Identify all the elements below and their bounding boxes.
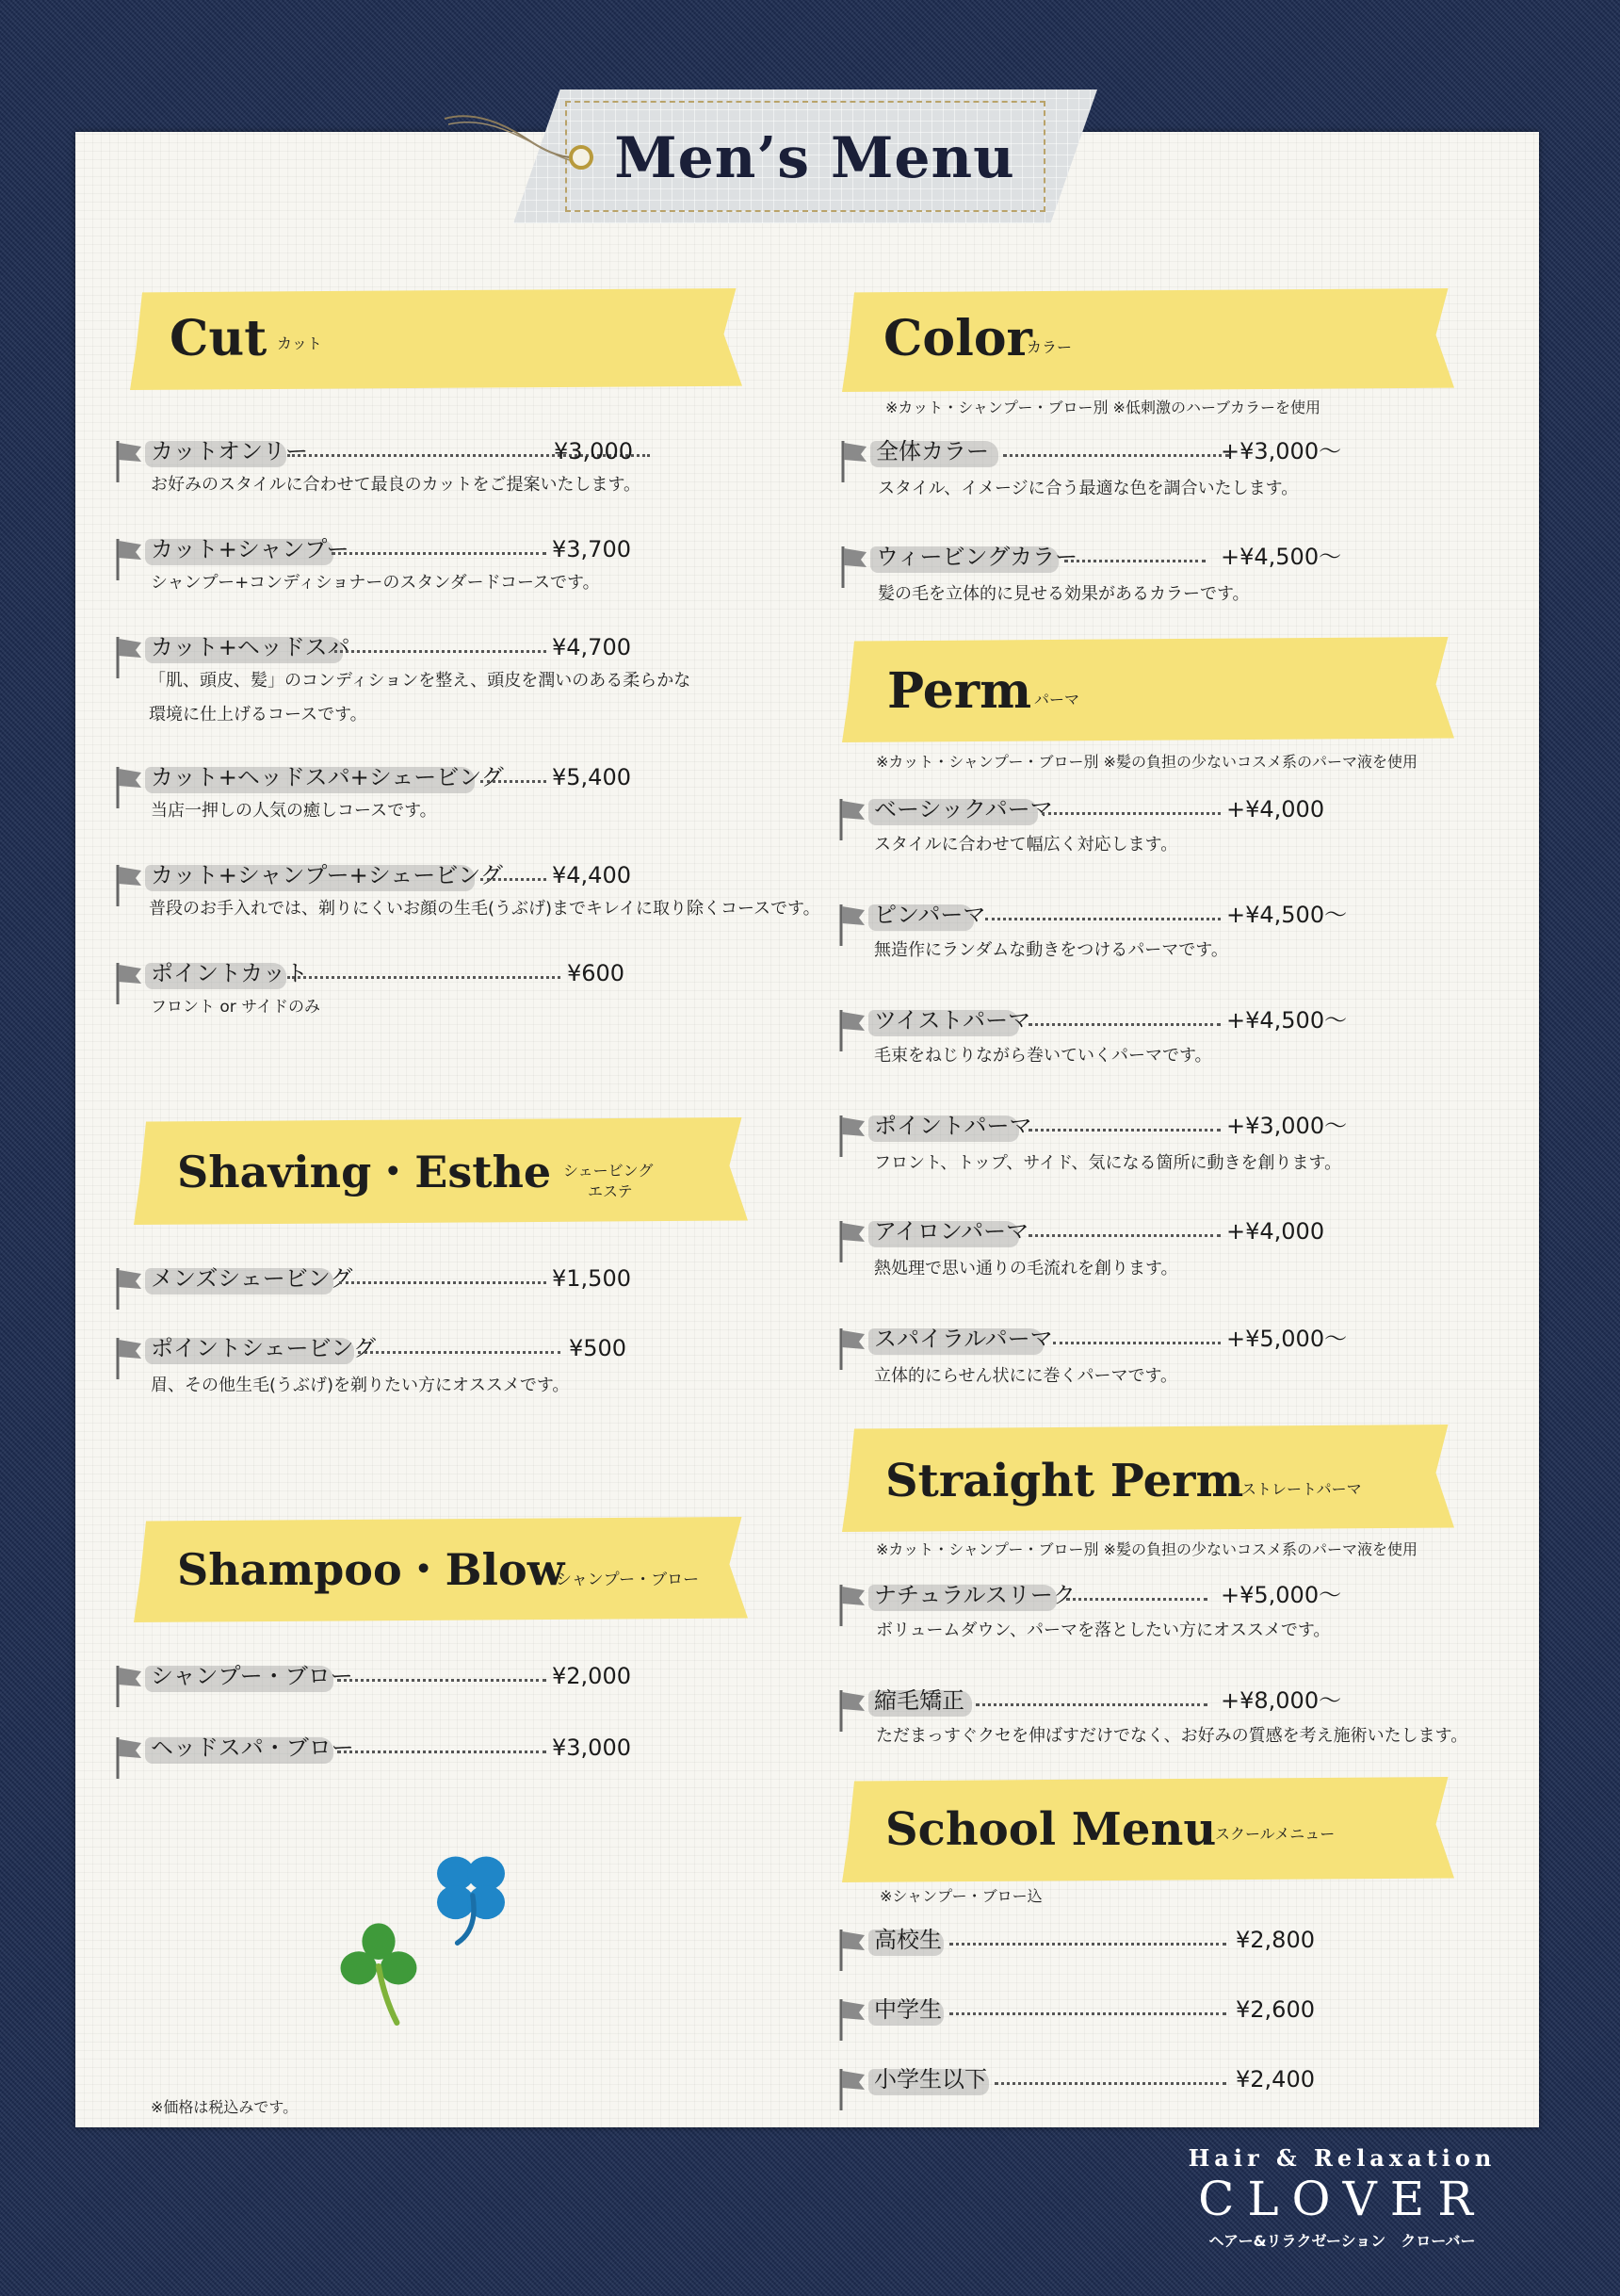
- item-leader: [995, 2082, 1226, 2085]
- item-price: ¥3,700: [552, 536, 631, 562]
- item-description: 立体的にらせん状にに巻くパーマです。: [874, 1366, 1178, 1386]
- item-description: 髪の毛を立体的に見せる効果があるカラーです。: [878, 584, 1250, 604]
- item-price: ¥3,000: [554, 438, 633, 464]
- item-leader: [480, 780, 546, 783]
- item-description: 毛束をねじりながら巻いていくパーマです。: [874, 1046, 1212, 1066]
- menu-item: [113, 957, 640, 989]
- item-name: ベーシックパーマ: [874, 796, 1053, 822]
- menu-item: [113, 631, 640, 663]
- menu-item: [836, 1110, 1364, 1142]
- item-name: ポイントシェービング: [151, 1335, 377, 1361]
- item-name: ヘッドスパ・ブロー: [151, 1734, 354, 1761]
- flag-icon: [113, 633, 145, 680]
- brand-logo-name: CLOVER: [1198, 2172, 1486, 2226]
- tax-note: ※価格は税込みです。: [151, 2098, 299, 2116]
- perm-subtitle: パーマ: [1034, 691, 1080, 708]
- item-description: 「肌、頭皮、髪」のコンディションを整え、頭皮を潤いのある柔らかな: [149, 671, 691, 691]
- item-name: 中学生: [874, 1996, 942, 2023]
- item-name: ナチュラルスリーク: [874, 1582, 1076, 1608]
- flag-icon: [836, 1112, 868, 1159]
- school-menu-note: ※シャンプー・ブロー込: [880, 1887, 1043, 1905]
- perm-title: Perm: [887, 662, 1032, 720]
- menu-item: [113, 533, 640, 565]
- menu-item: [838, 541, 1366, 573]
- item-price: +¥4,500〜: [1226, 1007, 1348, 1034]
- item-name: 縮毛矯正: [874, 1687, 964, 1714]
- item-name: ツイストパーマ: [874, 1007, 1031, 1034]
- item-description: 当店一押しの人気の癒しコースです。: [151, 801, 437, 821]
- item-price: ¥2,800: [1236, 1927, 1315, 1953]
- shaving-subtitle-2: エステ: [588, 1182, 633, 1200]
- item-name: 高校生: [874, 1927, 942, 1953]
- item-leader: [1029, 1129, 1221, 1132]
- menu-item: [113, 1660, 640, 1692]
- item-name: ピンパーマ: [874, 902, 986, 928]
- item-leader: [1029, 1023, 1221, 1026]
- item-description: ただまっすぐクセを伸ばすだけでなく、お好みの質感を考え施術いたします。: [876, 1726, 1468, 1746]
- menu-item: [836, 1004, 1364, 1036]
- flag-icon: [113, 535, 145, 582]
- item-description: 無造作にランダムな動きをつけるパーマです。: [874, 940, 1228, 960]
- straight-perm-title: Straight Perm: [885, 1455, 1244, 1507]
- flag-icon: [113, 1734, 145, 1781]
- cut-title: Cut: [170, 310, 267, 367]
- item-name: アイロンパーマ: [874, 1218, 1029, 1245]
- item-name: カット+ヘッドスパ+シェービング: [151, 764, 504, 790]
- color-title: Color: [883, 310, 1032, 367]
- flag-icon: [113, 959, 145, 1006]
- shampoo-subtitle: シャンプー・ブロー: [556, 1571, 700, 1589]
- item-leader: [337, 1750, 546, 1753]
- menu-item: [113, 761, 640, 793]
- school-menu-title: School Menu: [885, 1803, 1217, 1856]
- item-name: カット+シャンプー+シェービング: [151, 862, 503, 888]
- item-name: 小学生以下: [874, 2066, 987, 2092]
- flag-icon: [836, 1325, 868, 1372]
- item-description: 熱処理で思い通りの毛流れを創ります。: [874, 1259, 1178, 1278]
- shaving-title: Shaving・Esthe: [177, 1147, 552, 1197]
- item-price: +¥8,000〜: [1221, 1687, 1342, 1714]
- item-leader: [976, 1703, 1207, 1706]
- item-price: ¥1,500: [552, 1265, 631, 1292]
- flag-icon: [836, 1581, 868, 1628]
- item-price: ¥4,700: [552, 634, 631, 660]
- item-price: +¥3,000〜: [1221, 438, 1342, 464]
- item-price: +¥4,500〜: [1221, 544, 1342, 570]
- flag-icon: [836, 1006, 868, 1053]
- item-description: シャンプー+コンディショナーのスタンダードコースです。: [151, 573, 600, 593]
- item-description: フロント、トップ、サイド、気になる箇所に動きを創ります。: [874, 1153, 1342, 1173]
- item-name: ウィービングカラー: [876, 544, 1078, 570]
- straight-perm-note: ※カット・シャンプー・ブロー別 ※髪の負担の少ないコスメ系のパーマ液を使用: [876, 1540, 1418, 1558]
- flag-icon: [836, 1995, 868, 2043]
- item-price: +¥3,000〜: [1226, 1113, 1348, 1139]
- menu-item: [836, 793, 1364, 825]
- item-leader: [287, 976, 560, 979]
- clover-icon: [337, 1918, 420, 2029]
- item-description-cont: 環境に仕上げるコースです。: [149, 705, 367, 725]
- cut-subtitle: カット: [277, 334, 322, 352]
- item-description: フロント or サイドのみ: [151, 998, 321, 1017]
- menu-item: [113, 1332, 640, 1364]
- item-price: +¥4,500〜: [1226, 902, 1348, 928]
- item-leader: [358, 1351, 560, 1354]
- item-leader: [1029, 1234, 1221, 1237]
- item-name: カットオンリー: [151, 438, 309, 464]
- flag-icon: [113, 437, 145, 484]
- flag-icon: [836, 2065, 868, 2112]
- item-price: ¥5,400: [552, 764, 631, 790]
- item-description: 眉、その他生毛(うぶげ)を剃りたい方にオススメです。: [151, 1376, 570, 1395]
- item-leader: [1003, 454, 1229, 457]
- item-name: ポイントカット: [151, 960, 309, 986]
- item-name: スパイラルパーマ: [874, 1326, 1053, 1352]
- flag-icon: [838, 437, 870, 484]
- item-name: カット+シャンプー: [151, 536, 349, 562]
- brand-logo-tagline: Hair & Relaxation: [1188, 2144, 1497, 2172]
- flag-icon: [113, 861, 145, 908]
- item-description: ボリュームダウン、パーマを落としたい方にオススメです。: [876, 1620, 1331, 1640]
- item-name: 全体カラー: [876, 438, 989, 464]
- item-leader: [949, 2012, 1226, 2015]
- flag-icon: [113, 1662, 145, 1709]
- menu-item: [113, 1262, 640, 1295]
- straight-perm-subtitle: ストレートパーマ: [1241, 1480, 1362, 1498]
- item-price: +¥5,000〜: [1226, 1326, 1348, 1352]
- menu-item: [113, 435, 640, 467]
- item-leader: [480, 878, 546, 881]
- shaving-subtitle: シェービング: [563, 1162, 654, 1180]
- item-price: ¥2,400: [1236, 2066, 1315, 2092]
- menu-item: [836, 1215, 1364, 1247]
- item-leader: [1064, 560, 1206, 562]
- menu-item: [836, 2063, 1364, 2095]
- item-description: 普段のお手入れでは、剃りにくいお顔の生毛(うぶげ)までキレイに取り除くコースです。: [149, 899, 820, 919]
- item-price: ¥4,400: [552, 862, 631, 888]
- flag-icon: [113, 1264, 145, 1311]
- item-description: スタイルに合わせて幅広く対応します。: [874, 835, 1178, 855]
- menu-item: [113, 859, 640, 891]
- item-price: ¥600: [567, 960, 625, 986]
- color-note: ※カット・シャンプー・ブロー別 ※低刺激のハーブカラーを使用: [885, 399, 1320, 416]
- menu-item: [836, 899, 1364, 931]
- menu-item: [836, 1994, 1364, 2026]
- menu-item: [838, 435, 1366, 467]
- item-leader: [949, 1943, 1226, 1946]
- item-price: ¥2,600: [1236, 1996, 1315, 2023]
- flag-icon: [836, 1926, 868, 1973]
- flag-icon: [836, 1217, 868, 1264]
- item-price: ¥3,000: [552, 1734, 631, 1761]
- item-price: +¥4,000: [1226, 1218, 1325, 1245]
- menu-item: [113, 1732, 640, 1764]
- item-name: メンズシェービング: [151, 1265, 353, 1292]
- menu-item: [836, 1685, 1364, 1717]
- item-price: ¥2,000: [552, 1663, 631, 1689]
- menu-item: [836, 1323, 1364, 1355]
- item-leader: [334, 650, 546, 653]
- item-leader: [1066, 1598, 1207, 1601]
- flag-icon: [838, 543, 870, 590]
- item-price: +¥4,000: [1226, 796, 1325, 822]
- item-name: シャンプー・ブロー: [151, 1663, 353, 1689]
- page-title: Men’s Menu: [614, 125, 1015, 191]
- flag-icon: [836, 795, 868, 842]
- item-leader: [339, 1281, 546, 1284]
- clover-icon: [429, 1845, 513, 1953]
- item-name: ポイントパーマ: [874, 1113, 1032, 1139]
- item-leader: [1053, 1342, 1221, 1344]
- flag-icon: [836, 1686, 868, 1734]
- item-name: カット+ヘッドスパ: [151, 634, 350, 660]
- flag-icon: [113, 1334, 145, 1381]
- menu-item: [836, 1579, 1364, 1611]
- tag-grommet: [569, 145, 593, 170]
- menu-item: [836, 1924, 1364, 1956]
- item-leader: [985, 918, 1221, 920]
- item-price: +¥5,000〜: [1221, 1582, 1342, 1608]
- item-leader: [1042, 812, 1221, 815]
- school-menu-subtitle: スクールメニュー: [1215, 1825, 1336, 1843]
- color-subtitle: カラー: [1027, 338, 1073, 356]
- item-leader: [337, 1679, 546, 1682]
- flag-icon: [836, 901, 868, 948]
- item-leader: [332, 552, 546, 555]
- brand-logo-kana: ヘアー&リラクゼーション クローバー: [1208, 2232, 1476, 2250]
- item-description: スタイル、イメージに合う最適な色を調合いたします。: [878, 479, 1299, 498]
- shampoo-title: Shampoo・Blow: [177, 1544, 565, 1595]
- item-price: ¥500: [569, 1335, 627, 1361]
- item-description: お好みのスタイルに合わせて最良のカットをご提案いたします。: [151, 475, 641, 495]
- perm-note: ※カット・シャンプー・ブロー別 ※髪の負担の少ないコスメ系のパーマ液を使用: [876, 753, 1418, 771]
- flag-icon: [113, 763, 145, 810]
